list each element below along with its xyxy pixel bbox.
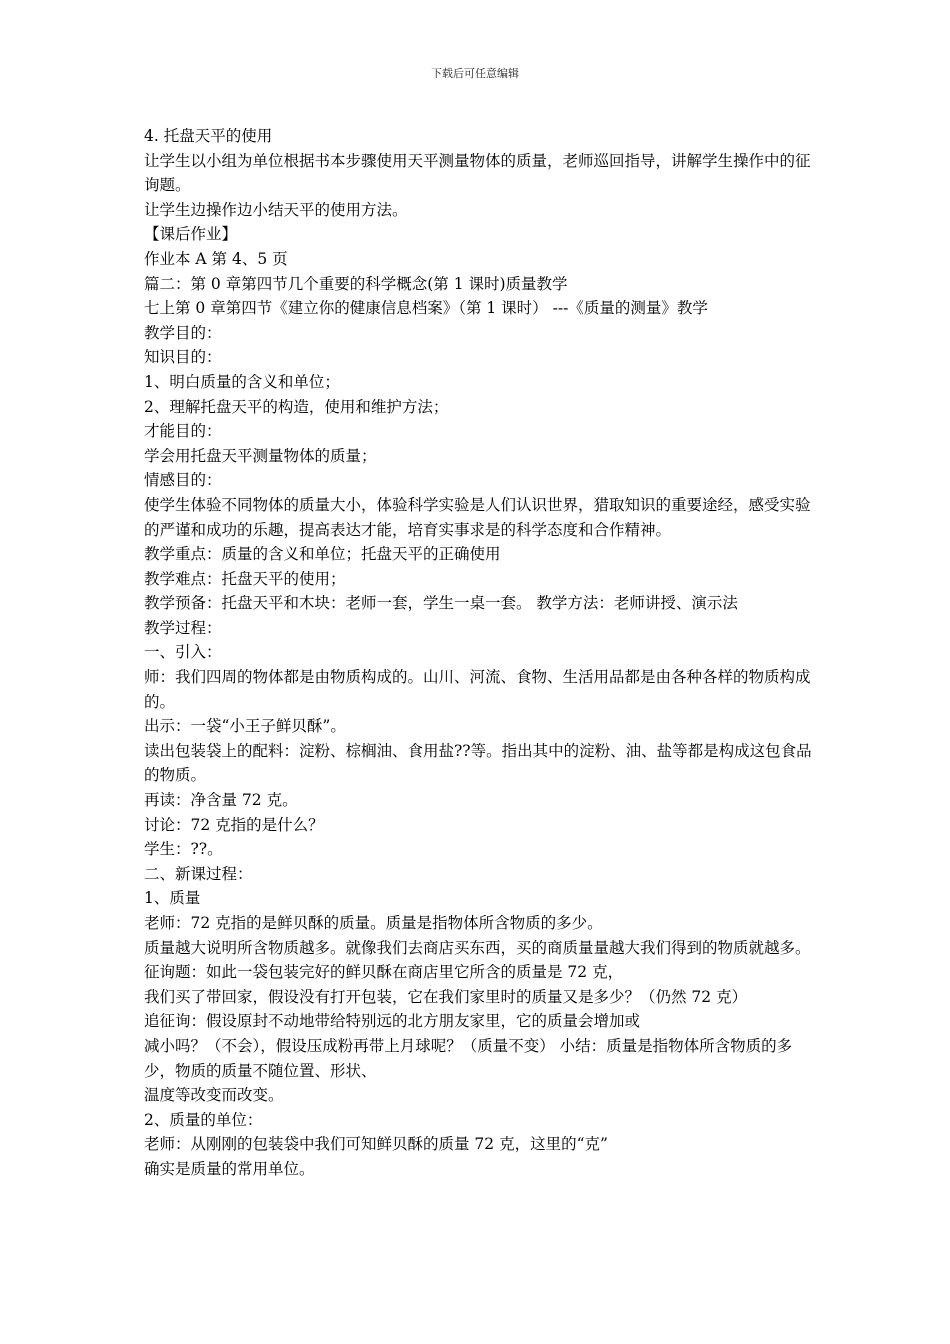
paragraph: 减小吗？（不会），假设压成粉再带上月球呢？（质量不变） 小结：质量是指物体所含物质的多少，物质的质量不随位置、形状、 bbox=[144, 1036, 793, 1080]
paragraph: 2、理解托盘天平的构造，使用和维护方法； bbox=[144, 397, 449, 416]
paragraph: 七上第 0 章第四节《建立你的健康信息档案》（第 1 课时） ---《质量的测量》教学 bbox=[144, 299, 708, 318]
paragraph: 质量越大说明所含物质越多。就像我们去商店买东西，买的商质量量越大我们得到的物质就越多。 bbox=[144, 938, 811, 957]
paragraph: 师：我们四周的物体都是由物质构成的。山川、河流、食物、生活用品都是由各种各样的物质构成的。 bbox=[144, 668, 811, 711]
paragraph: 让学生以小组为单位根据书本步骤使用天平测量物体的质量，老师巡回指导，讲解学生操作中的征询题。 bbox=[144, 151, 811, 195]
paragraph: 教学目的： bbox=[144, 323, 222, 342]
paragraph: 2、质量的单位： bbox=[144, 1110, 263, 1129]
paragraph: 4. 托盘天平的使用 bbox=[144, 127, 273, 145]
paragraph: 讨论：72 克指的是什么？ bbox=[144, 815, 324, 834]
paragraph: 我们买了带回家，假设没有打开包装，它在我们家里时的质量又是多少？（仍然 72 克） bbox=[144, 987, 748, 1006]
paragraph: 读出包装袋上的配料：淀粉、棕榈油、食用盐??等。指出其中的淀粉、油、盐等都是构成这包食品的物质。 bbox=[144, 741, 812, 785]
paragraph: 知识目的： bbox=[144, 348, 222, 367]
section-heading: 【课后作业】 bbox=[144, 225, 238, 244]
paragraph: 才能目的： bbox=[144, 422, 222, 441]
paragraph: 1、明白质量的含义和单位； bbox=[144, 372, 340, 391]
paragraph: 1、质量 bbox=[144, 889, 201, 908]
paragraph: 二、新课过程： bbox=[144, 864, 253, 883]
paragraph: 老师：72 克指的是鲜贝酥的质量。质量是指物体所含物质的多少。 bbox=[144, 914, 603, 932]
paragraph: 教学预备：托盘天平和木块：老师一套，学生一桌一套。 教学方法：老师讲授、演示法 bbox=[144, 594, 738, 613]
paragraph: 学生：??。 bbox=[144, 840, 223, 859]
paragraph: 再读：净含量 72 克。 bbox=[144, 791, 298, 810]
document-body bbox=[144, 124, 812, 1182]
paragraph: 出示：一袋“小王子鲜贝酥”。 bbox=[144, 717, 346, 736]
paragraph: 温度等改变而改变。 bbox=[144, 1086, 284, 1105]
paragraph: 追征询：假设原封不动地带给特别远的北方朋友家里，它的质量会增加或 bbox=[144, 1012, 641, 1031]
section-title: 篇二：第 0 章第四节几个重要的科学概念(第 1 课时)质量教学 bbox=[144, 274, 568, 293]
paragraph: 一、引入： bbox=[144, 643, 222, 662]
paragraph: 教学过程： bbox=[144, 618, 222, 637]
paragraph: 老师：从刚刚的包装袋中我们可知鲜贝酥的质量 72 克，这里的“克” bbox=[144, 1135, 608, 1154]
paragraph: 让学生边操作边小结天平的使用方法。 bbox=[144, 200, 408, 219]
paragraph: 教学重点：质量的含义和单位；托盘天平的正确使用 bbox=[144, 545, 501, 564]
paragraph: 征询题：如此一袋包装完好的鲜贝酥在商店里它所含的质量是 72 克， bbox=[144, 963, 624, 982]
page-header: 下载后可任意编辑 bbox=[431, 67, 519, 80]
paragraph: 情感目的： bbox=[144, 471, 222, 490]
paragraph: 学会用托盘天平测量物体的质量； bbox=[144, 446, 377, 465]
paragraph: 教学难点：托盘天平的使用； bbox=[144, 569, 346, 588]
paragraph: 作业本 A 第 4、5 页 bbox=[144, 249, 288, 268]
paragraph: 使学生体验不同物体的质量大小，体验科学实验是人们认识世界，猎取知识的重要途经，感受实验的严谨和成功的乐趣，提高表达才能，培育实事求是的科学态度和合作精神。 bbox=[144, 495, 811, 539]
paragraph: 确实是质量的常用单位。 bbox=[144, 1159, 315, 1178]
